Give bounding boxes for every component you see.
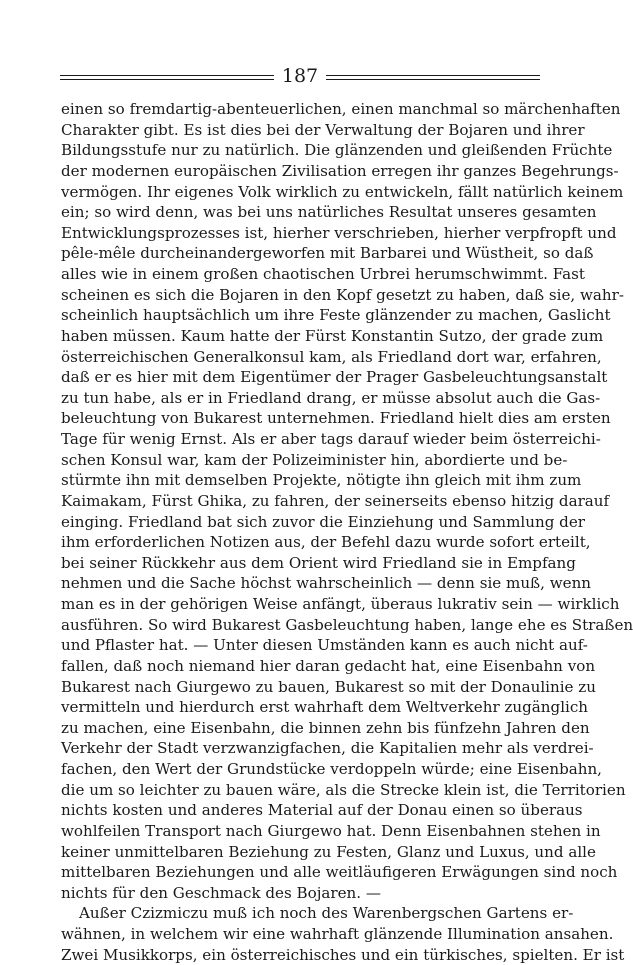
text-line: alles wie in einem großen chaotischen Urbrei herumschwimmt. Fast	[61, 265, 585, 283]
text-line: nichts für den Geschmack des Bojaren. —	[61, 883, 381, 902]
text-line: scheinlich hauptsächlich um ihre Feste glänzender zu machen, Gaslicht	[61, 306, 611, 325]
text-line: schen Konsul war, kam der Polizeiminister hin, abordierte und be-	[61, 450, 568, 469]
page-header	[60, 64, 540, 90]
text-line: fachen, den Wert der Grundstücke verdoppeln würde; eine Eisenbahn,	[61, 760, 602, 778]
text-line: wähnen, in welchem wir eine wahrhaft glänzende Illumination ansahen.	[61, 925, 614, 943]
text-line: daß er es hier mit dem Eigentümer der Prager Gasbeleuchtungsanstalt	[61, 368, 608, 387]
text-line: vermitteln und hierdurch erst wahrhaft dem Weltverkehr zugänglich	[61, 698, 589, 717]
text-line: wohlfeilen Transport nach Giurgewo hat. Denn Eisenbahnen stehen in	[61, 821, 601, 840]
text-line: Zwei Musikkorps, ein österreichisches und ein türkisches, spielten. Er ist	[61, 945, 625, 964]
text-line: einging. Friedland bat sich zuvor die Einziehung und Sammlung der	[61, 512, 585, 531]
text-line: vermögen. Ihr eigenes Volk wirklich zu entwickeln, fällt natürlich keinem	[61, 182, 624, 201]
text-line: nehmen und die Sache höchst wahrscheinlich — denn sie muß, wenn	[61, 574, 592, 593]
page-number: 187	[281, 65, 319, 87]
text-line: scheinen es sich die Bojaren in den Kopf gesetzt zu haben, daß sie, wahr-	[61, 285, 624, 304]
header-rule-right	[326, 75, 540, 80]
text-line: zu tun habe, als er in Friedland drang, er müsse absolut auch die Gas-	[61, 388, 601, 407]
text-line: ihm erforderlichen Notizen aus, der Befehl dazu wurde sofort erteilt,	[61, 533, 591, 552]
text-line: Tage für wenig Ernst. Als er aber tags darauf wieder beim österreichi-	[61, 430, 601, 448]
text-line: Charakter gibt. Es ist dies bei der Verwaltung der Bojaren und ihrer	[61, 120, 585, 139]
text-line: keiner unmittelbaren Beziehung zu Festen, Glanz und Luxus, und alle	[61, 842, 596, 861]
paragraph-2	[61, 903, 625, 965]
text-line: bei seiner Rückkehr aus dem Orient wird Friedland sie in Empfang	[61, 553, 576, 572]
text-line: ein; so wird denn, was bei uns natürliches Resultat unseres gesamten	[61, 203, 597, 222]
text-line: fallen, daß noch niemand hier daran gedacht hat, eine Eisenbahn von	[61, 656, 596, 675]
text-line: mittelbaren Beziehungen und alle weitläufigeren Erwägungen sind noch	[61, 863, 618, 882]
text-line: Bukarest nach Giurgewo zu bauen, Bukarest so mit der Donaulinie zu	[61, 677, 596, 696]
text-line: zu machen, eine Eisenbahn, die binnen zehn bis fünfzehn Jahren den	[61, 718, 590, 737]
text-line: Entwicklungsprozesses ist, hierher verschrieben, hierher verpfropft und	[61, 223, 617, 242]
text-line: haben müssen. Kaum hatte der Fürst Konstantin Sutzo, der grade zum	[61, 326, 604, 345]
text-line: Außer Czizmiczu muß ich noch des Warenbergschen Gartens er-	[79, 904, 574, 923]
text-line: Kaimakam, Fürst Ghika, zu fahren, der seinerseits ebenso hitzig darauf	[61, 491, 610, 510]
text-line: österreichischen Generalkonsul kam, als Friedland dort war, erfahren,	[61, 347, 602, 366]
text-line: stürmte ihn mit demselben Projekte, nötigte ihn gleich mit ihm zum	[61, 471, 582, 490]
text-line: einen so fremdartig-abenteuerlichen, einen manchmal so märchenhaften	[61, 100, 621, 118]
text-line: Verkehr der Stadt verzwanzigfachen, die Kapitalien mehr als verdrei-	[61, 739, 594, 758]
text-line: ausführen. So wird Bukarest Gasbeleuchtung haben, lange ehe es Straßen	[61, 615, 633, 634]
paragraph-1	[61, 99, 633, 903]
text-line: beleuchtung von Bukarest unternehmen. Friedland hielt dies am ersten	[61, 409, 611, 428]
text-line: Bildungsstufe nur zu natürlich. Die glänzenden und gleißenden Früchte	[61, 141, 613, 160]
header-rule-left	[60, 75, 274, 80]
text-line: und Pflaster hat. — Unter diesen Umständen kann es auch nicht auf-	[61, 636, 588, 655]
text-line: die um so leichter zu bauen wäre, als die Strecke klein ist, die Territorien	[61, 780, 626, 799]
text-line: pêle-mêle durcheinandergeworfen mit Barbarei und Wüstheit, so daß	[61, 244, 594, 263]
text-line: nichts kosten und anderes Material auf der Donau einen so überaus	[61, 801, 583, 820]
body-text	[61, 99, 633, 965]
text-line: man es in der gehörigen Weise anfängt, überaus lukrativ sein — wirklich	[61, 595, 620, 613]
text-line: der modernen europäischen Zivilisation erregen ihr ganzes Begehrungs-	[61, 161, 619, 180]
